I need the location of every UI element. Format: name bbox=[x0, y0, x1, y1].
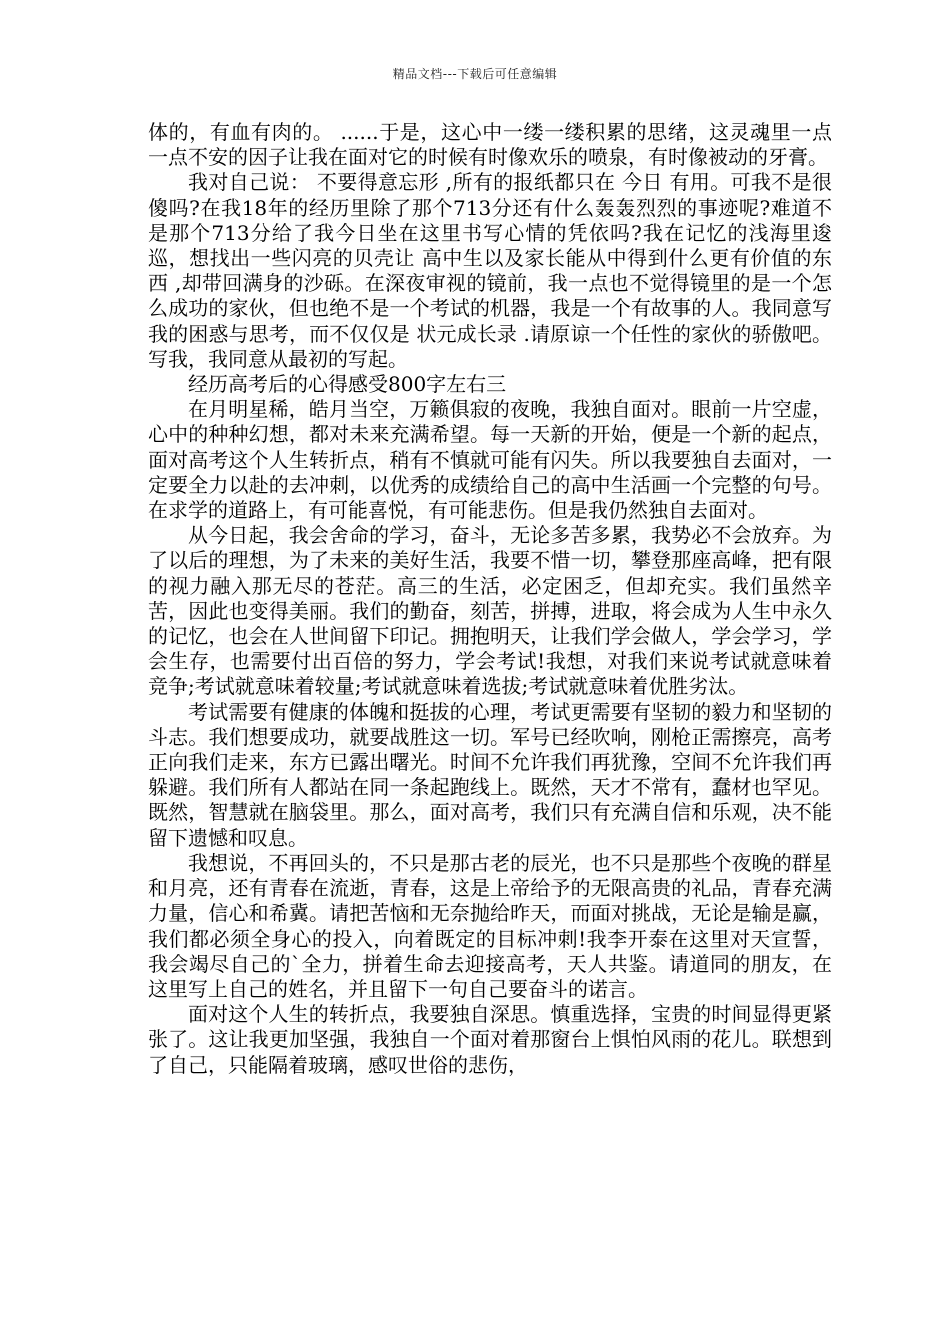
paragraph: 体的，有血有肉的。 ......于是，这心中一缕一缕积累的思绪，这灵魂里一点一点不安的因子让我在面对它的时候有时像欢乐的喷泉，有时像被动的牙膏。 bbox=[148, 120, 832, 170]
section-heading: 经历高考后的心得感受800字左右三 bbox=[188, 372, 507, 397]
paragraph: 考试需要有健康的体魄和挺拔的心理，考试更需要有坚韧的毅力和坚韧的斗志。我们想要成功，就要战胜这一切。军号已经吹响，刚枪正需擦亮，高考正向我们走来，东方已露出曙光。时间不允许我们再犹豫，空间不允许我们再躲避。我们所有人都站在同一条起跑线上。既然，天才不常有，蠢材也罕见。既然，智慧就在脑袋里。那么，面对高考，我们只有充满自信和乐观，决不能留下遗憾和叹息。 bbox=[148, 699, 832, 850]
paragraph: 在月明星稀，皓月当空，万籁俱寂的夜晚，我独自面对。眼前一片空虚，心中的种种幻想，都对未来充满希望。每一天新的开始，便是一个新的起点，面对高考这个人生转折点，稍有不慎就可能有闪失。所以我要独自去面对，一定要全力以赴的去冲刺，以优秀的成绩给自己的高中生活画一个完整的句号。在求学的道路上，有可能喜悦，有可能悲伤。但是我仍然独自去面对。 bbox=[148, 397, 832, 523]
paragraph: 我对自己说： 不要得意忘形 ,所有的报纸都只在 今日 有用。可我不是很傻吗?在我18年的经历里除了那个713分还有什么轰轰烈烈的事迹呢?难道不是那个713分给了我今日坐在这里书写心情的凭依吗?我在记忆的浅海里逡巡，想找出一些闪亮的贝壳让 高中生以及家长能从中得到什么更有价值的东西 ,却带回满身的沙砾。在深夜审视的镜前，我一点也不觉得镜里的是一个怎么成功的家伙，但也绝不是一个考试的机器，我是一个有故事的人。我同意写我的困惑与思考，而不仅仅是 状元成长录 .请原谅一个任性的家伙的骄傲吧。写我，我同意从最初的写起。 bbox=[148, 170, 832, 371]
paragraph: 从今日起，我会舍命的学习，奋斗，无论多苦多累，我势必不会放弃。为了以后的理想，为了未来的美好生活，我要不惜一切，攀登那座高峰，把有限的视力融入那无尽的苍茫。高三的生活，必定困乏，但却充实。我们虽然辛苦，因此也变得美丽。我们的勤奋，刻苦，拼搏，进取，将会成为人生中永久的记忆，也会在人世间留下印记。拥抱明天，让我们学会做人，学会学习，学会生存，也需要付出百倍的努力，学会考试!我想，对我们来说考试就意味着竞争;考试就意味着较量;考试就意味着选拔;考试就意味着优胜劣汰。 bbox=[148, 523, 832, 699]
document-body bbox=[148, 120, 832, 1078]
paragraph: 我想说，不再回头的，不只是那古老的辰光，也不只是那些个夜晚的群星和月亮，还有青春在流逝，青春，这是上帝给予的无限高贵的礼品，青春充满力量，信心和希冀。请把苦恼和无奈抛给昨天，而面对挑战，无论是输是赢，我们都必须全身心的投入，向着既定的目标冲刺!我李开泰在这里对天宣誓，我会竭尽自己的`全力，拼着生命去迎接高考，天人共鉴。请道同的朋友，在这里写上自己的姓名，并且留下一句自己要奋斗的诺言。 bbox=[148, 850, 832, 1001]
page-header: 精品文档---下载后可任意编辑 bbox=[392, 67, 558, 81]
paragraph: 面对这个人生的转折点，我要独自深思。慎重选择，宝贵的时间显得更紧张了。这让我更加坚强，我独自一个面对着那窗台上惧怕风雨的花儿。联想到了自己，只能隔着玻璃，感叹世俗的悲伤， bbox=[148, 1002, 832, 1077]
